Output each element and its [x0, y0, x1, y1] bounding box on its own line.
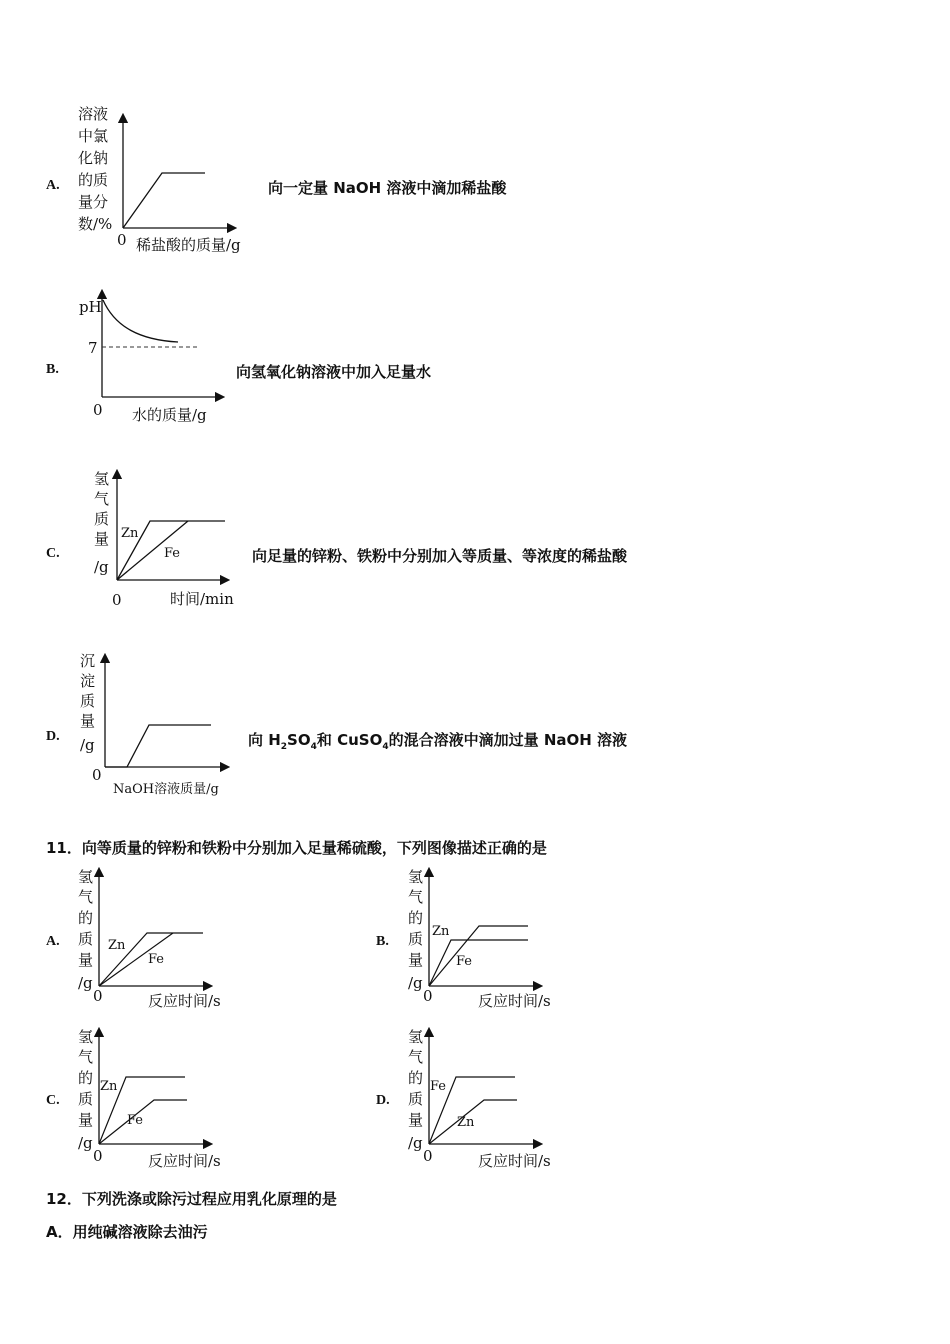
svg-text:的: 的	[78, 909, 94, 927]
svg-text:质: 质	[94, 510, 110, 528]
svg-text:0: 0	[93, 987, 103, 1005]
svg-text:Fe: Fe	[127, 1113, 144, 1128]
svg-text:0: 0	[423, 987, 433, 1005]
svg-text:/g: /g	[94, 558, 109, 576]
svg-text:的: 的	[408, 909, 424, 927]
svg-text:的质: 的质	[78, 171, 109, 189]
svg-text:Zn: Zn	[432, 924, 450, 939]
svg-text:量: 量	[408, 951, 424, 969]
question-11-stem: 11．向等质量的锌粉和铁粉中分别加入足量稀硫酸，下列图像描述正确的是	[46, 839, 547, 857]
curve-line	[103, 300, 178, 342]
option-d-text: 向 $H_2SO_4$和 CuSO$_4$的混合溶液中滴加过量 NaOH 溶液	[248, 731, 628, 752]
svg-text:化钠: 化钠	[78, 149, 109, 167]
svg-text:氢: 氢	[94, 470, 110, 488]
graph-d-precipitate	[70, 646, 250, 801]
option-letter: C.	[46, 1093, 60, 1108]
svg-text:/g: /g	[78, 974, 93, 992]
option-letter: B.	[376, 934, 389, 949]
svg-text:0: 0	[93, 1147, 103, 1165]
svg-text:气: 气	[408, 888, 424, 906]
svg-text:时间/min: 时间/min	[170, 590, 234, 608]
svg-text:气: 气	[94, 490, 110, 508]
curve-line	[105, 725, 211, 767]
svg-text:量: 量	[408, 1111, 424, 1129]
svg-text:气: 气	[78, 1048, 94, 1066]
option-c-text: 向足量的锌粉、铁粉中分别加入等质量、等浓度的稀盐酸	[252, 547, 628, 565]
svg-text:量分: 量分	[78, 193, 109, 211]
svg-text:反应时间/s: 反应时间/s	[148, 1152, 221, 1170]
graph-b-ph	[70, 282, 250, 427]
svg-text:Fe: Fe	[456, 954, 473, 969]
svg-text:Zn: Zn	[100, 1079, 118, 1094]
graph-11d	[400, 1022, 575, 1177]
svg-text:NaOH溶液质量/g: NaOH溶液质量/g	[113, 782, 219, 797]
svg-text:pH: pH	[79, 298, 102, 316]
svg-text:Zn: Zn	[108, 938, 126, 953]
svg-text:质: 质	[408, 930, 424, 948]
svg-text:的: 的	[408, 1069, 424, 1087]
graph-11a	[70, 862, 245, 1017]
svg-text:0: 0	[117, 231, 127, 249]
svg-text:溶液: 溶液	[78, 105, 109, 123]
svg-text:氢: 氢	[408, 868, 424, 886]
svg-text:0: 0	[423, 1147, 433, 1165]
svg-text:7: 7	[88, 339, 98, 357]
option-b-text: 向氢氧化钠溶液中加入足量水	[236, 363, 432, 381]
svg-text:量: 量	[78, 1111, 94, 1129]
svg-text:氢: 氢	[78, 1028, 94, 1046]
svg-text:/g: /g	[78, 1134, 93, 1152]
svg-text:数/%: 数/%	[78, 215, 113, 233]
option-letter: B.	[46, 362, 59, 377]
svg-text:0: 0	[93, 401, 103, 419]
option-letter: D.	[46, 729, 60, 744]
svg-text:质: 质	[408, 1090, 424, 1108]
svg-text:水的质量/g: 水的质量/g	[132, 406, 207, 424]
svg-text:氢: 氢	[78, 868, 94, 886]
svg-text:的: 的	[78, 1069, 94, 1087]
curve-line	[123, 173, 205, 228]
graph-11b	[400, 862, 575, 1017]
svg-text:中氯: 中氯	[78, 127, 109, 145]
graph-11c	[70, 1022, 245, 1177]
svg-text:氢: 氢	[408, 1028, 424, 1046]
svg-text:质: 质	[80, 692, 96, 710]
graph-c-hydrogen-time	[70, 462, 250, 612]
svg-text:0: 0	[92, 766, 102, 784]
svg-text:/g: /g	[408, 1134, 423, 1152]
svg-text:Zn: Zn	[457, 1115, 475, 1130]
option-letter: D.	[376, 1093, 390, 1108]
question-12-option-a: A．用纯碱溶液除去油污	[46, 1223, 208, 1241]
svg-text:气: 气	[78, 888, 94, 906]
option-letter: C.	[46, 546, 60, 561]
svg-text:反应时间/s: 反应时间/s	[478, 992, 551, 1010]
svg-text:淀: 淀	[80, 672, 96, 690]
svg-text:量: 量	[94, 530, 110, 548]
svg-text:气: 气	[408, 1048, 424, 1066]
svg-text:Zn: Zn	[121, 526, 139, 541]
svg-text:/g: /g	[408, 974, 423, 992]
svg-text:Fe: Fe	[164, 546, 181, 561]
svg-text:/g: /g	[80, 736, 95, 754]
svg-text:Fe: Fe	[148, 952, 165, 967]
option-letter: A.	[46, 178, 60, 193]
svg-text:量: 量	[80, 712, 96, 730]
question-12-stem: 12．下列洗涤或除污过程应用乳化原理的是	[46, 1190, 337, 1208]
svg-text:沉: 沉	[80, 652, 96, 670]
svg-text:稀盐酸的质量/g: 稀盐酸的质量/g	[136, 236, 241, 254]
option-a-text: 向一定量 NaOH 溶液中滴加稀盐酸	[268, 179, 507, 197]
svg-text:质: 质	[78, 930, 94, 948]
svg-text:反应时间/s: 反应时间/s	[148, 992, 221, 1010]
graph-a-nacl-mass-fraction	[70, 100, 260, 260]
option-letter: A.	[46, 934, 60, 949]
svg-text:反应时间/s: 反应时间/s	[478, 1152, 551, 1170]
svg-text:0: 0	[112, 591, 122, 609]
svg-text:量: 量	[78, 951, 94, 969]
svg-text:质: 质	[78, 1090, 94, 1108]
svg-text:Fe: Fe	[430, 1079, 447, 1094]
